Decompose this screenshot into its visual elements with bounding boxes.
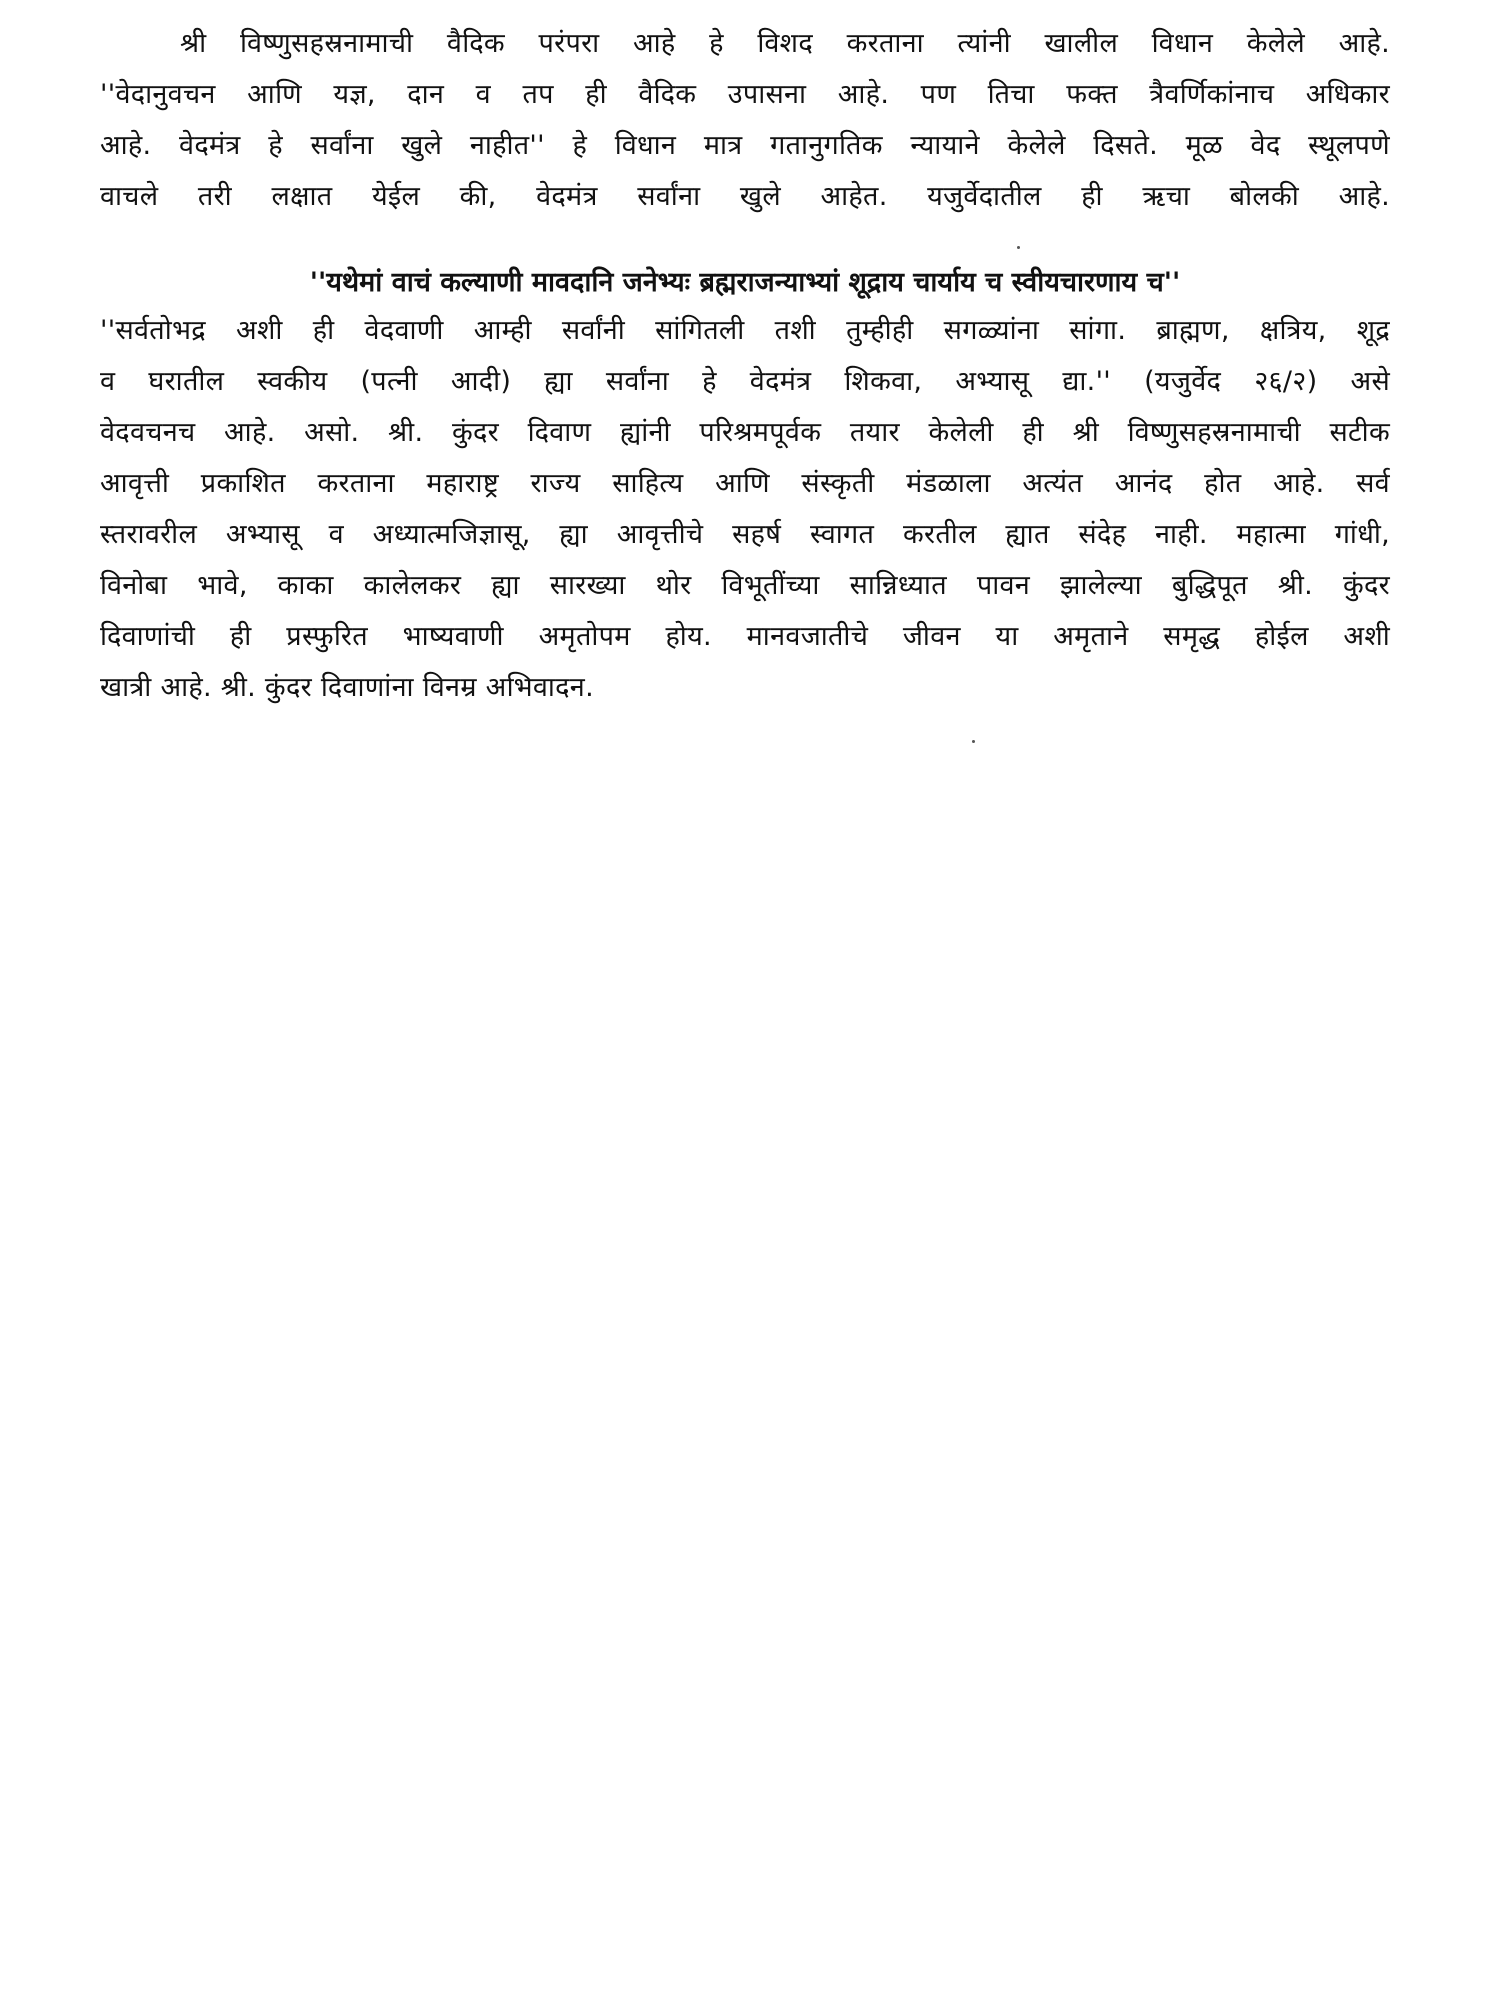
paragraph-line: व घरातील स्वकीय (पत्नी आदी) ह्या सर्वांना हे वेदमंत्र शिकवा, अभ्यासू द्या.'' (यजुर्वेद २६/२) असे [100, 366, 1390, 397]
vedic-verse-quote: ''यथेमां वाचं कल्याणी मावदानि जनेभ्यः ब्रह्मराजन्याभ्यां शूद्राय चार्याय च स्वीयचारणाय च'' [309, 267, 1181, 298]
paragraph-line: विनोबा भावे, काका कालेलकर ह्या सारख्या थोर विभूतींच्या सान्निध्यात पावन झालेल्या बुद्धिपूत श्री. कुंदर [100, 570, 1390, 601]
paragraph-line: वाचले तरी लक्षात येईल की, वेदमंत्र सर्वांना खुले आहेत. यजुर्वेदातील ही ऋचा बोलकी आहे. [100, 181, 1390, 212]
paragraph-line: वेदवचनच आहे. असो. श्री. कुंदर दिवाण ह्यांनी परिश्रमपूर्वक तयार केलेली ही श्री विष्णुसहस्रनामाची सटीक [100, 417, 1390, 448]
intro-paragraph [100, 18, 1390, 222]
scan-speck [1017, 246, 1020, 249]
paragraph-line: खात्री आहे. श्री. कुंदर दिवाणांना विनम्र अभिवादन. [100, 672, 594, 703]
paragraph-line: ''सर्वतोभद्र अशी ही वेदवाणी आम्ही सर्वांनी सांगितली तशी तुम्हीही सगळ्यांना सांगा. ब्राह्मण, क्षत्रिय, शूद्र [100, 315, 1390, 346]
body-paragraph [100, 305, 1390, 713]
scan-speck [972, 740, 975, 743]
paragraph-line: दिवाणांची ही प्रस्फुरित भाष्यवाणी अमृतोपम होय. मानवजातीचे जीवन या अमृताने समृद्ध होईल अशी [100, 621, 1390, 652]
paragraph-line: आहे. वेदमंत्र हे सर्वांना खुले नाहीत'' हे विधान मात्र गतानुगतिक न्यायाने केलेले दिसते. मूळ वेद स्थूलपणे [100, 130, 1390, 161]
paragraph-line: स्तरावरील अभ्यासू व अध्यात्मजिज्ञासू, ह्या आवृत्तीचे सहर्ष स्वागत करतील ह्यात संदेह नाही. महात्मा गांधी, [100, 519, 1390, 550]
paragraph-line: आवृत्ती प्रकाशित करताना महाराष्ट्र राज्य साहित्य आणि संस्कृती मंडळाला अत्यंत आनंद होत आहे. सर्व [100, 468, 1390, 499]
paragraph-line: ''वेदानुवचन आणि यज्ञ, दान व तप ही वैदिक उपासना आहे. पण तिचा फक्त त्रैवर्णिकांनाच अधिकार [100, 79, 1390, 110]
paragraph-line: श्री विष्णुसहस्रनामाची वैदिक परंपरा आहे हे विशद करताना त्यांनी खालील विधान केलेले आहे. [180, 28, 1390, 59]
